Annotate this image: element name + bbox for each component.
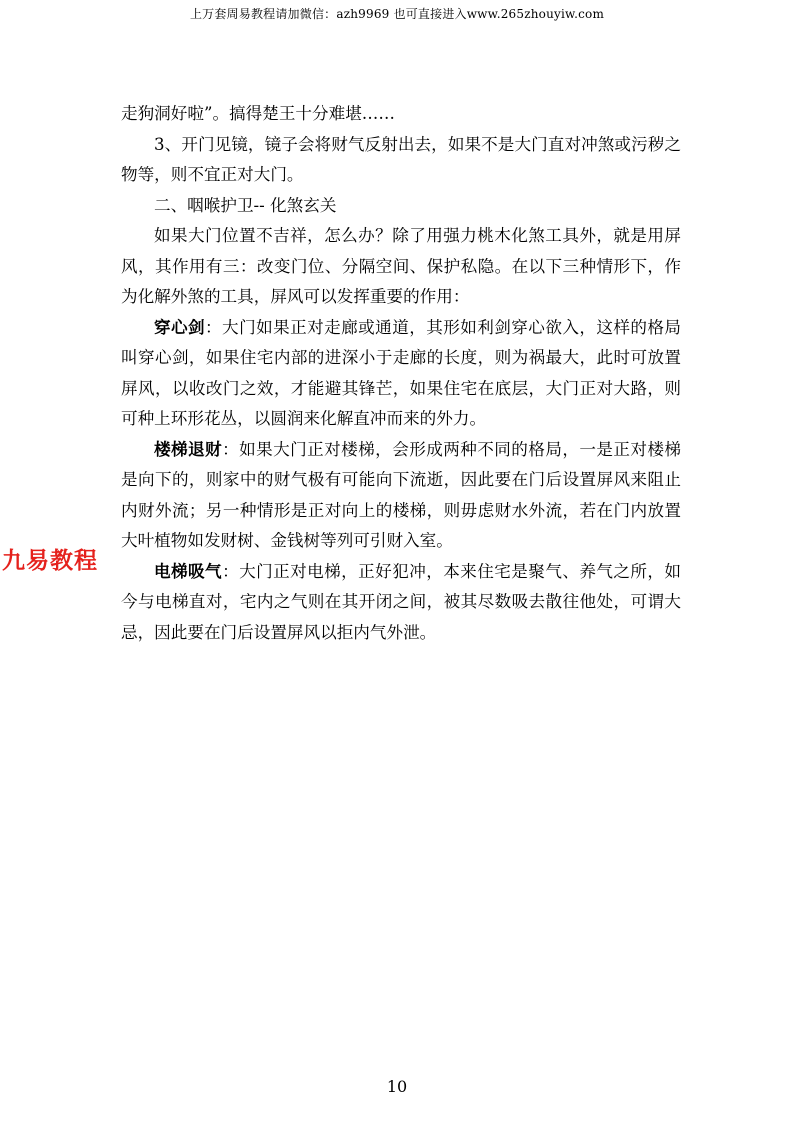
watermark-logo: 九易教程 — [2, 548, 98, 574]
term-stair-wealth: 楼梯退财 — [154, 439, 223, 459]
term-piercing-sword: 穿心剑 — [154, 317, 206, 337]
section-heading: 二、咽喉护卫-- 化煞玄关 — [154, 195, 337, 215]
paragraph-screen-intro: 如果大门位置不吉祥，怎么办？除了用强力桃木化煞工具外，就是用屏风，其作用有三：改变门位、分隔空间、保护私隐。在以下三种情形下，作为化解外煞的工具，屏风可以发挥重要的作用： — [121, 226, 681, 306]
text-stair-wealth: ：如果大门正对楼梯，会形成两种不同的格局，一是正对楼梯是向下的，则家中的财气极有可能向下流逝，因此要在门后设置屏风来阻止内财外流；另一种情形是正对向上的楼梯，则毋虑财水外流，若在门内放置大叶植物如发财树、金钱树等列可引财入室。 — [121, 439, 682, 550]
text-piercing-sword: ：大门如果正对走廊或通道，其形如利剑穿心欲入，这样的格局叫穿心剑，如果住宅内部的进深小于走廊的长度，则为祸最大，此时可放置屏风，以收改门之效，才能避其锋芒，如果住宅在底层，大门正对大路，则可种上环形花丛，以圆润来化解直冲而来的外力。 — [121, 317, 682, 428]
page-number: 10 — [386, 1077, 408, 1096]
text-elevator-qi: ：大门正对电梯，正好犯冲，本来住宅是聚气、养气之所，如今与电梯直对，宅内之气则在其开闭之间，被其尽数吸去散往他处，可谓大忌，因此要在门后设置屏风以拒内气外泄。 — [121, 561, 682, 642]
document-body — [121, 99, 681, 648]
paragraph-continuation: 走狗洞好啦”。搞得楚王十分难堪…… — [121, 104, 395, 123]
paragraph-piercing-sword — [121, 313, 681, 435]
page-header: 上万套周易教程请加微信：azh9969 也可直接进入www.265zhouyiw.com — [189, 7, 605, 21]
paragraph-mirror-rule: 3、开门见镜，镜子会将财气反射出去，如果不是大门直对冲煞或污秽之物等，则不宜正对大门。 — [121, 134, 681, 184]
term-elevator-qi: 电梯吸气 — [154, 561, 223, 581]
paragraph-elevator-qi — [121, 557, 681, 649]
paragraph-stair-wealth — [121, 435, 681, 557]
